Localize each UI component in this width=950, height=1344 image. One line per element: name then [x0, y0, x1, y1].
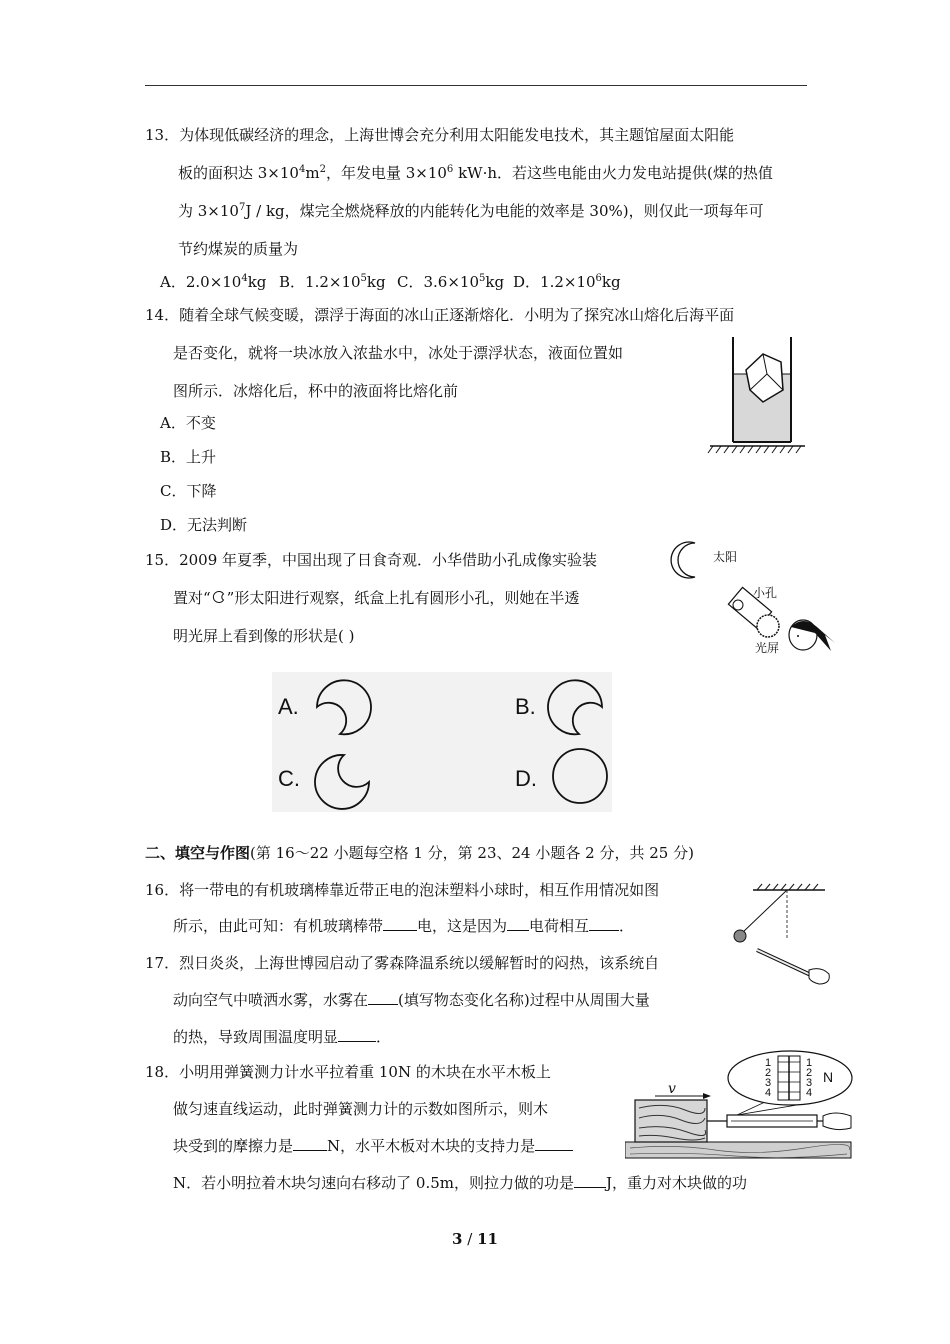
q13-option-b: B．$1.2\times 10^5kg$: [279, 273, 386, 291]
q15-line2: 置对“ ”形太阳进行观察，纸盒上扎有圆形小孔，则她在半透: [173, 589, 580, 607]
q18-blank-2[interactable]: [535, 1136, 573, 1151]
crescent-sun-icon: [211, 590, 227, 604]
q15-line1: 15．2009 年夏季，中国出现了日食奇观．小华借助小孔成像实验装: [145, 551, 598, 569]
q13-line1: 13．为体现低碳经济的理念，上海世博会充分利用太阳能发电技术，其主题馆屋面太阳能: [145, 126, 735, 144]
q15-option-a-label: A.: [278, 694, 299, 719]
q15-option-b-label: B.: [515, 694, 536, 719]
fig-scale-tick: 2: [765, 1067, 772, 1079]
q13-line4: 节约煤炭的质量为: [178, 240, 299, 258]
q18-line3: 块受到的摩擦力是 N，水平木板对木块的支持力是: [173, 1136, 573, 1156]
q14-line3: 图所示．冰熔化后，杯中的液面将比熔化前: [173, 382, 459, 400]
page-number: 3 / 11: [452, 1230, 498, 1248]
header-rule: [145, 85, 807, 86]
fig-scale-tick: 3: [806, 1077, 813, 1089]
fig-label-hole: 小孔: [753, 586, 778, 600]
spring-scale-figure: [625, 1048, 857, 1166]
fig-scale-tick: 2: [806, 1067, 813, 1079]
q18-blank-3[interactable]: [574, 1173, 606, 1188]
q14-line1: 14．随着全球气候变暖，漂浮于海面的冰山正逐渐熔化．小明为了探究冰山熔化后海平面: [145, 306, 735, 324]
fig-label-velocity: v: [668, 1081, 676, 1097]
beaker-ice-figure: [705, 332, 815, 457]
q18-line2: 做匀速直线运动，此时弹簧测力计的示数如图所示，则木: [173, 1100, 549, 1118]
q16-line1: 16．将一带电的有机玻璃棒靠近带正电的泡沫塑料小球时，相互作用情况如图: [145, 881, 660, 899]
section-2-heading: 二、填空与作图(第 16～22 小题每空格 1 分，第 23、24 小题各 2 分，共 25 分): [145, 844, 694, 862]
q16-blank-1[interactable]: [383, 916, 417, 931]
q14-option-a: A．不变: [160, 414, 216, 432]
q16-line2: 所示，由此可知：有机玻璃棒带 电，这是因为 电荷相互 ．: [173, 917, 635, 935]
fig-scale-tick: 1: [765, 1057, 772, 1069]
fig-scale-tick: 4: [806, 1087, 813, 1099]
q17-line1: 17．烈日炎炎，上海世博园启动了雾森降温系统以缓解暂时的闷热，该系统自: [145, 954, 660, 972]
q15-option-d-label: D.: [515, 766, 537, 791]
q15-options-figure: [272, 672, 612, 812]
q18-line4: N．若小明拉着木块匀速向右移动了 0.5m，则拉力做的功是 J，重力对木块做的功: [173, 1174, 747, 1192]
q13-line2: 板的面积达 $3\times 10^4m^2$，年发电量 $3\times 10^6$ kW·h．若这些电能由火力发电站提供(煤的热值: [178, 164, 773, 182]
q16-blank-3[interactable]: [589, 916, 619, 931]
q13-option-d: D．$1.2\times 10^6kg$: [513, 273, 621, 291]
q18-blank-1[interactable]: [293, 1136, 327, 1151]
fig-scale-tick: 4: [765, 1087, 772, 1099]
q14-option-d: D．无法判断: [160, 516, 248, 534]
q17-line2: 动向空气中喷洒水雾，水雾在 (填写物态变化名称)过程中从周围大量: [173, 991, 650, 1009]
q18-line1: 18．小明用弹簧测力计水平拉着重 10N 的木块在水平木板上: [145, 1063, 551, 1081]
q17-blank-2[interactable]: [338, 1027, 376, 1042]
pinhole-camera-figure: [665, 535, 840, 665]
fig-scale-unit: N: [823, 1069, 834, 1085]
q13-option-a: A．$2.0\times 10^4kg$: [160, 273, 267, 291]
q17-line3: 的热，导致周围温度明显 ．: [173, 1028, 392, 1046]
fig-label-screen: 光屏: [755, 641, 780, 655]
charged-ball-figure: [725, 880, 835, 1000]
q13-line3: 为 $3\times 10^7J$ / kg，煤完全燃烧释放的内能转化为电能的效率是 30%)，则仅此一项每年可: [178, 202, 764, 220]
q16-blank-2[interactable]: [507, 916, 529, 931]
q14-line2: 是否变化，就将一块冰放入浓盐水中，冰处于漂浮状态，液面位置如: [173, 344, 624, 362]
q14-option-c: C．下降: [160, 482, 217, 500]
q17-blank-1[interactable]: [368, 990, 398, 1005]
fig-scale-tick: 1: [806, 1057, 813, 1069]
q13-option-c: C．$3.6\times 10^5kg$: [397, 273, 505, 291]
fig-scale-tick: 3: [765, 1077, 772, 1089]
q15-line3: 明光屏上看到像的形状是( ): [173, 627, 355, 645]
fig-label-sun: 太阳: [713, 550, 738, 564]
q14-option-b: B．上升: [160, 448, 217, 466]
q15-option-c-label: C.: [278, 766, 300, 791]
